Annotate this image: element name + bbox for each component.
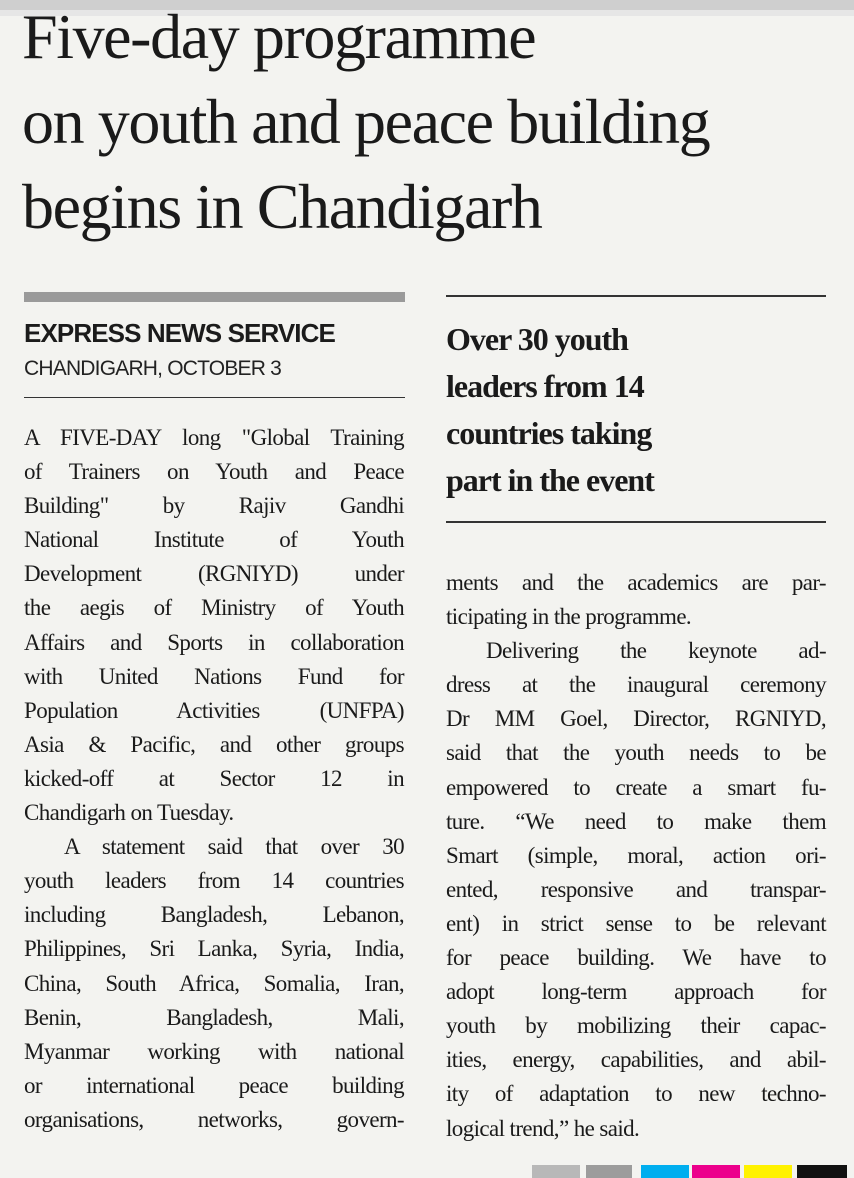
registration-black bbox=[797, 1165, 847, 1178]
pullquote bbox=[446, 316, 826, 504]
body-line: logical trend,” he said. bbox=[446, 1115, 640, 1141]
registration-cyan bbox=[641, 1165, 689, 1178]
body-line: or international peace building bbox=[24, 1072, 404, 1098]
pullquote-line: countries taking bbox=[446, 415, 652, 451]
body-line: Asia & Pacific, and other groups bbox=[24, 731, 404, 757]
pullquote-bottom-rule bbox=[446, 521, 826, 523]
body-line: ented, responsive and transpar- bbox=[446, 876, 826, 902]
body-line: ities, energy, capabilities, and abil- bbox=[446, 1047, 826, 1073]
pullquote-line: part in the event bbox=[446, 462, 654, 498]
body-line: adopt long-term approach for bbox=[446, 979, 826, 1005]
body-line: empowered to create a smart fu- bbox=[446, 774, 826, 800]
body-line: A FIVE-DAY long "Global Training bbox=[24, 425, 404, 450]
body-line: kicked-off at Sector 12 in bbox=[24, 765, 404, 791]
body-line: said that the youth needs to be bbox=[446, 740, 826, 766]
registration-magenta bbox=[692, 1165, 740, 1178]
body-line: youth leaders from 14 countries bbox=[24, 868, 404, 894]
body-line: Population Activities (UNFPA) bbox=[24, 697, 404, 723]
headline-line: on youth and peace building bbox=[22, 86, 710, 157]
byline: EXPRESS NEWS SERVICE bbox=[24, 318, 335, 348]
body-line: Philippines, Sri Lanka, Syria, India, bbox=[24, 936, 404, 962]
body-line: Building" by Rajiv Gandhi bbox=[24, 493, 404, 519]
headline-line: begins in Chandigarh bbox=[22, 171, 542, 242]
body-line: National Institute of Youth bbox=[24, 527, 404, 553]
body-line: with United Nations Fund for bbox=[24, 663, 404, 689]
registration-yellow bbox=[744, 1165, 792, 1178]
body-line: Affairs and Sports in collaboration bbox=[24, 629, 404, 655]
body-line: ments and the academics are par- bbox=[446, 570, 826, 595]
body-line: the aegis of Ministry of Youth bbox=[24, 595, 404, 621]
pullquote-line: leaders from 14 bbox=[446, 368, 644, 404]
body-line: China, South Africa, Somalia, Iran, bbox=[24, 970, 404, 996]
body-line: of Trainers on Youth and Peace bbox=[24, 459, 404, 485]
body-line: A statement said that over 30 bbox=[64, 834, 404, 860]
pullquote-top-rule bbox=[446, 295, 826, 297]
article-column-1 bbox=[24, 421, 404, 1137]
article-column-2 bbox=[446, 566, 826, 1146]
byline-bottom-rule bbox=[24, 397, 405, 398]
headline bbox=[22, 0, 842, 249]
body-line: Dr MM Goel, Director, RGNIYD, bbox=[446, 706, 826, 732]
body-line: youth by mobilizing their capac- bbox=[446, 1013, 826, 1039]
headline-line: Five-day programme bbox=[22, 1, 536, 72]
registration-gray-1 bbox=[532, 1165, 580, 1178]
body-line: Delivering the keynote ad- bbox=[486, 638, 826, 664]
body-line: for peace building. We have to bbox=[446, 945, 826, 971]
body-line: ity of adaptation to new techno- bbox=[446, 1081, 826, 1107]
body-line: organisations, networks, govern- bbox=[24, 1106, 404, 1132]
body-line: Myanmar working with national bbox=[24, 1038, 404, 1064]
dateline: CHANDIGARH, OCTOBER 3 bbox=[24, 357, 282, 380]
body-line: Development (RGNIYD) under bbox=[24, 561, 404, 587]
body-line: dress at the inaugural ceremony bbox=[446, 672, 826, 698]
body-line: ticipating in the programme. bbox=[446, 604, 692, 630]
body-line: Chandigarh on Tuesday. bbox=[24, 800, 234, 826]
body-line: ture. “We need to make them bbox=[446, 808, 826, 834]
body-line: ent) in strict sense to be relevant bbox=[446, 910, 826, 936]
byline-top-rule bbox=[24, 292, 405, 302]
body-line: Benin, Bangladesh, Mali, bbox=[24, 1004, 404, 1030]
body-line: including Bangladesh, Lebanon, bbox=[24, 902, 404, 928]
registration-gray-2 bbox=[586, 1165, 632, 1178]
body-line: Smart (simple, moral, action ori- bbox=[446, 842, 826, 868]
pullquote-line: Over 30 youth bbox=[446, 321, 628, 357]
